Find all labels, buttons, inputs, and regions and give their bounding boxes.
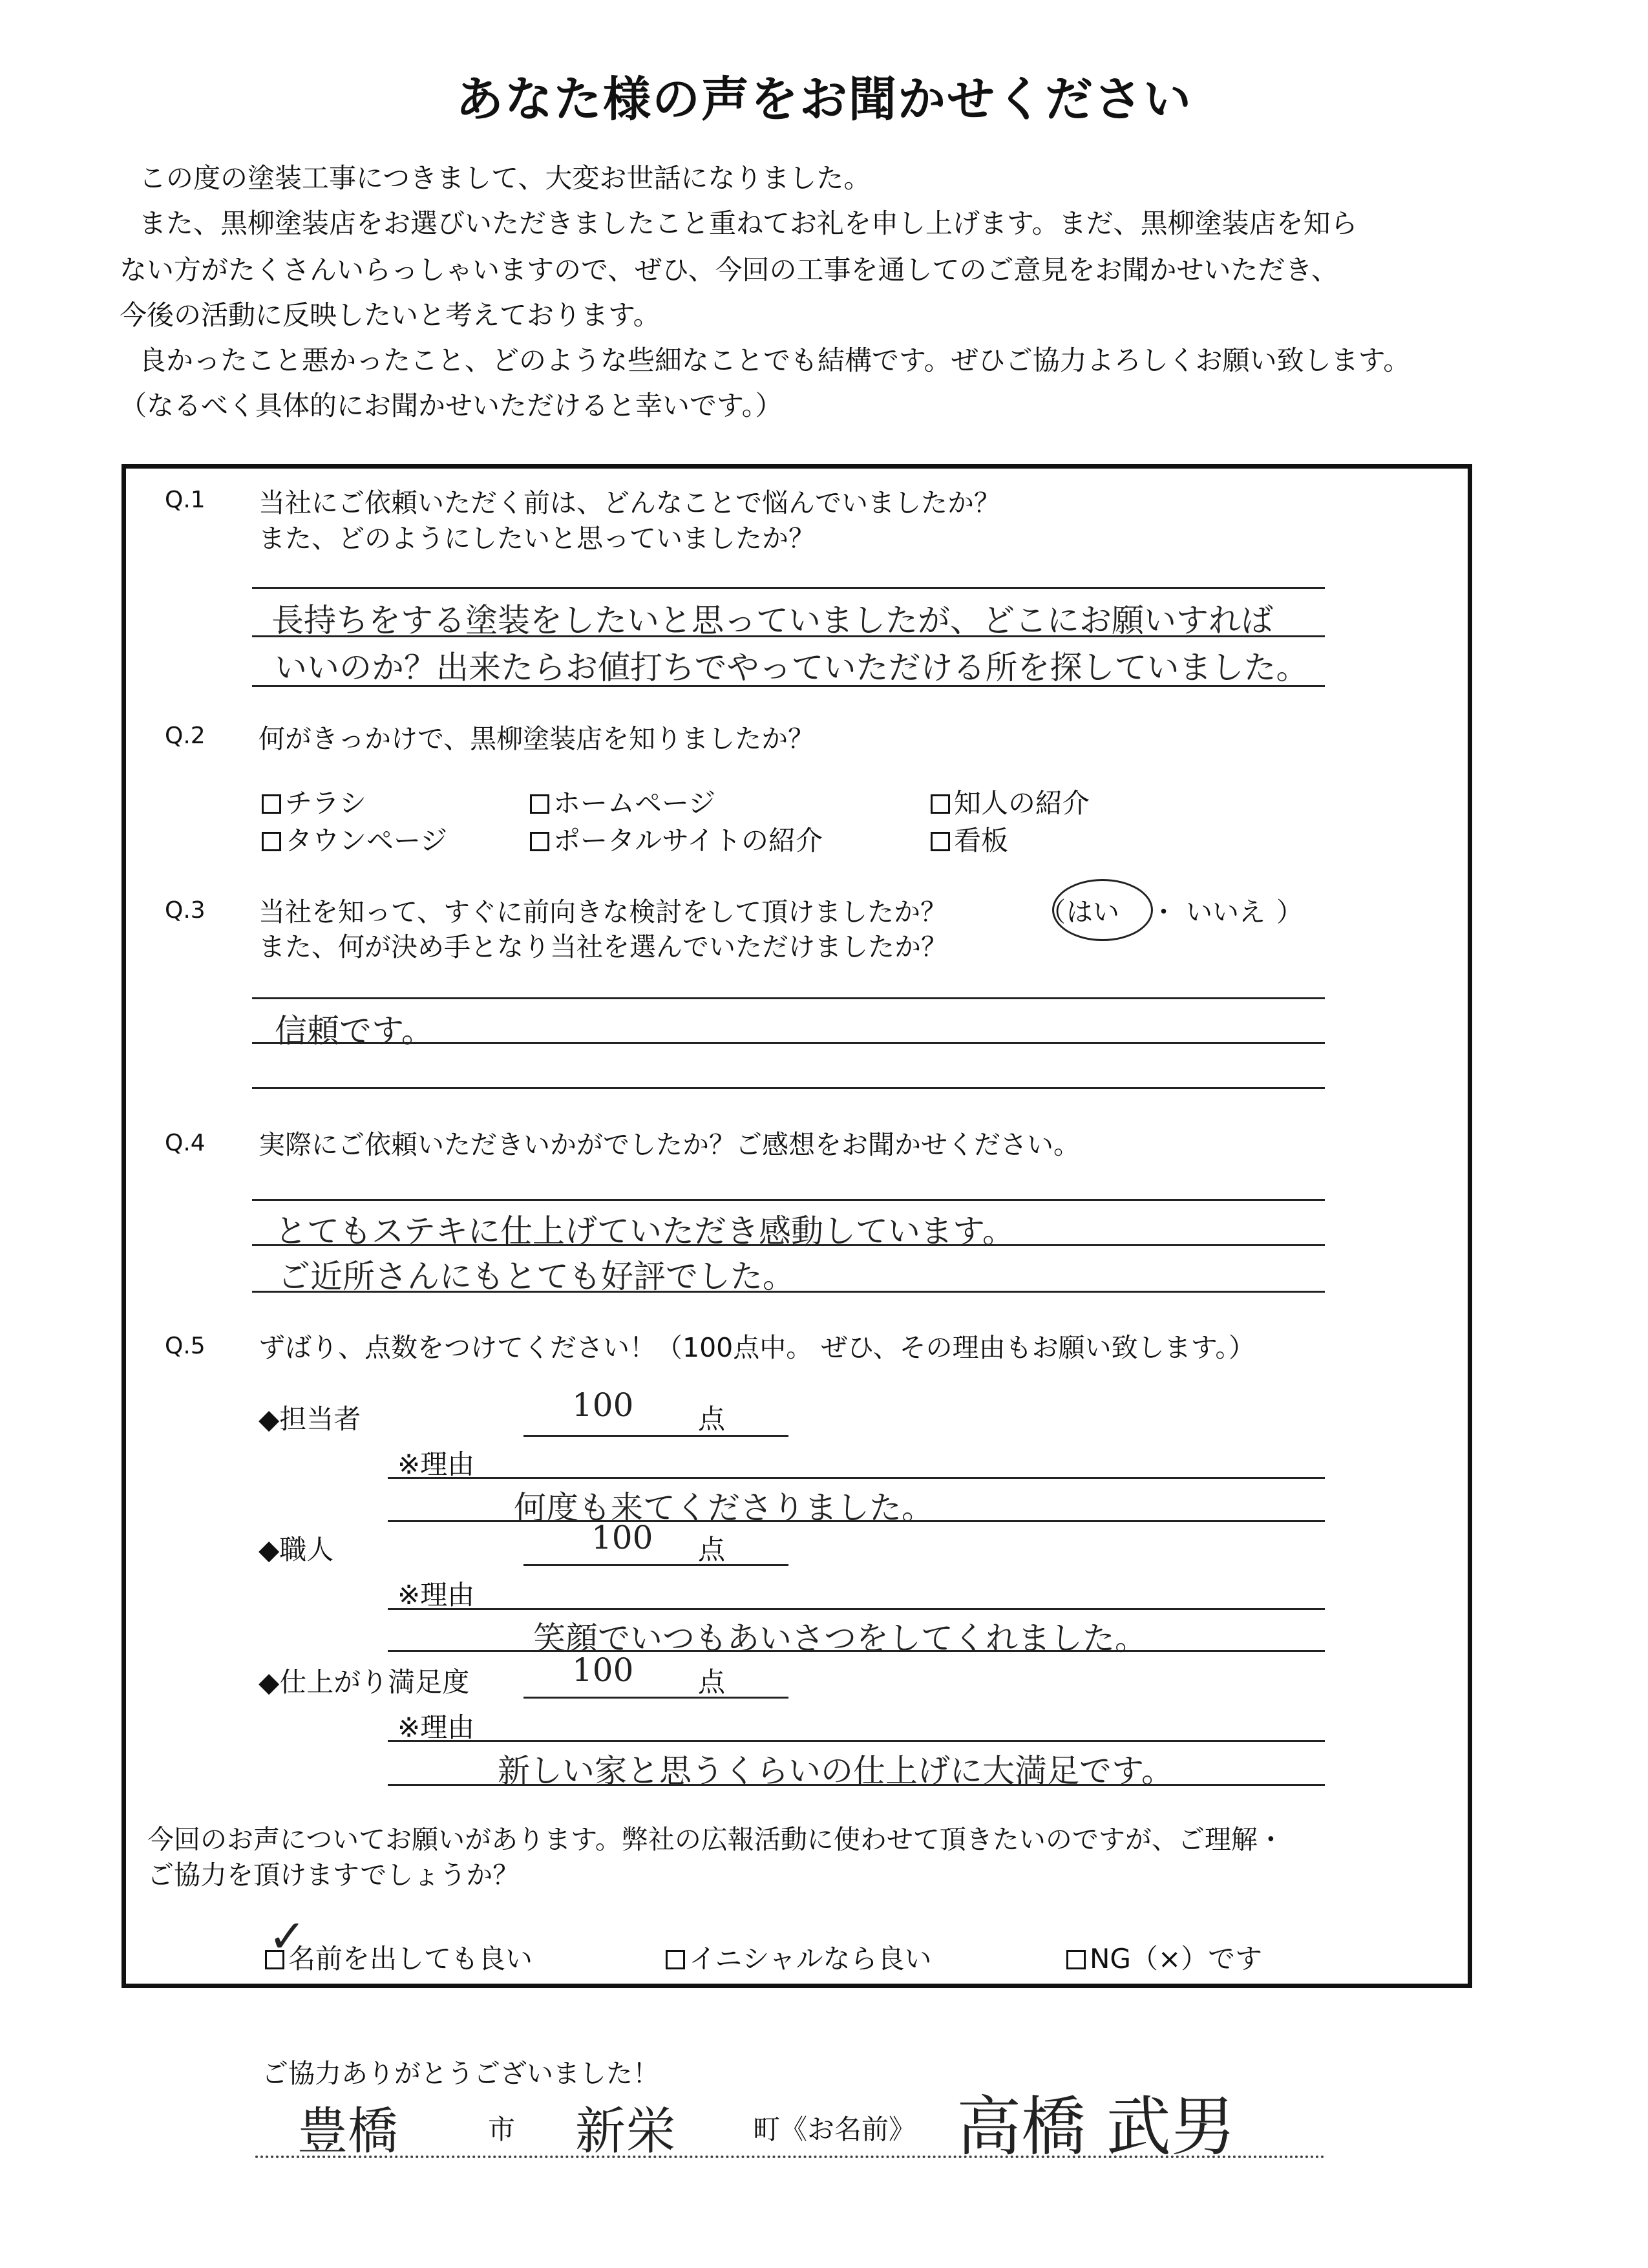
q3-question-2: また、何が決め手となり当社を選んでいただけましたか？ xyxy=(259,931,947,962)
checkbox[interactable] xyxy=(530,794,549,814)
consent-text-2: ご協力を頂けますでしょうか？ xyxy=(147,1860,520,1891)
q2-option-referral[interactable]: 知人の紹介 xyxy=(931,782,1090,821)
page-title: あなた様の声をお聞かせください xyxy=(456,72,1192,127)
q5-question: ずばり、点数をつけてください！（100点中。 ぜひ、その理由もお願い致します。） xyxy=(259,1332,1255,1363)
q5-item-staff-score-line xyxy=(523,1435,788,1437)
q3-question-1: 当社を知って、すぐに前向きな検討をして頂けましたか？ xyxy=(259,896,947,927)
q1-answer-text-1: 長持ちをする塗装をしたいと思っていましたが、どこにお願いすれば xyxy=(271,602,1273,639)
intro-line-1: この度の塗装工事につきまして、大変お世話になりました。 xyxy=(139,162,871,194)
q2-option-flyer[interactable]: チラシ xyxy=(262,782,366,821)
footer-town: 新栄 xyxy=(575,2103,677,2161)
q3-answer-text: 信頼です。 xyxy=(275,1012,434,1050)
q5-item-finish-unit: 点 xyxy=(698,1666,726,1698)
q1-answer-text-2: いいのか？出来たらお値打ちでやっていただける所を探していました。 xyxy=(275,649,1309,686)
q5-item-staff-reason-label: ※理由 xyxy=(397,1448,475,1480)
q4-answer-text-1: とてもステキに仕上げていただき感動しています。 xyxy=(275,1213,1015,1250)
footer-city-label: 市 xyxy=(488,2114,516,2145)
checkbox[interactable] xyxy=(1066,1950,1086,1969)
q2-number: Q.2 xyxy=(165,723,206,749)
q1-question-1: 当社にご依頼いただく前は、どんなことで悩んでいましたか？ xyxy=(259,487,1000,518)
q4-answer-line-1 xyxy=(252,1199,1325,1201)
q3-number: Q.3 xyxy=(165,897,206,924)
q3-yes[interactable]: はい xyxy=(1066,896,1119,927)
q5-item-craftsman-score: 100 xyxy=(591,1519,653,1556)
q2-option-homepage[interactable]: ホームページ xyxy=(530,782,715,821)
q3-paren-open: （ xyxy=(1039,896,1066,927)
q5-item-finish-score-line xyxy=(523,1697,788,1699)
q5-item-finish-reason-line-1 xyxy=(388,1740,1325,1742)
q2-option-portal[interactable]: ポータルサイトの紹介 xyxy=(530,820,823,858)
q5-item-craftsman-unit: 点 xyxy=(698,1534,726,1565)
q3-answer-line-3 xyxy=(252,1087,1325,1089)
q3-answer-line-1 xyxy=(252,997,1325,999)
q3-separator: ・ xyxy=(1150,896,1177,927)
checkbox[interactable] xyxy=(262,832,281,851)
q2-option-signboard[interactable]: 看板 xyxy=(931,820,1008,858)
q4-answer-text-2: ご近所さんにもとても好評でした。 xyxy=(278,1258,795,1295)
q5-item-craftsman-label: ◆職人 xyxy=(259,1534,334,1565)
q5-item-craftsman-reason: 笑顔でいつもあいさつをしてくれました。 xyxy=(533,1620,1147,1657)
checkbox[interactable] xyxy=(931,832,950,851)
footer-name: 高橋 武男 xyxy=(956,2089,1236,2165)
q5-item-finish-score: 100 xyxy=(572,1651,634,1689)
footer-thanks: ご協力ありがとうございました！ xyxy=(262,2058,659,2089)
q5-item-finish-reason: 新しい家と思うくらいの仕上げに大満足です。 xyxy=(498,1752,1174,1790)
q3-no[interactable]: いいえ xyxy=(1186,896,1265,927)
q5-item-craftsman-score-line xyxy=(523,1564,788,1566)
consent-option-name-ok[interactable]: 名前を出しても良い xyxy=(265,1938,533,1977)
checkbox[interactable] xyxy=(666,1950,685,1969)
footer-city: 豊橋 xyxy=(297,2103,399,2161)
q5-item-craftsman-reason-line-1 xyxy=(388,1608,1325,1610)
footer-town-label: 町《お名前》 xyxy=(753,2114,916,2145)
q5-item-craftsman-reason-label: ※理由 xyxy=(397,1579,475,1611)
consent-option-ng[interactable]: NG（×）です xyxy=(1066,1938,1262,1977)
footer-dotted-line xyxy=(255,2156,1325,2158)
q4-number: Q.4 xyxy=(165,1130,206,1156)
check-mark-icon: ✓ xyxy=(268,1910,306,1963)
q5-item-staff-reason-line-1 xyxy=(388,1477,1325,1479)
q3-paren-close: ） xyxy=(1276,896,1303,927)
consent-text-1: 今回のお声についてお願いがあります。弊社の広報活動に使わせて頂きたいのですが、ご理解・ xyxy=(147,1824,1284,1855)
q2-option-townpage[interactable]: タウンページ xyxy=(262,820,447,858)
consent-option-initial-ok[interactable]: イニシャルなら良い xyxy=(666,1938,931,1977)
q4-question: 実際にご依頼いただきいかがでしたか？ご感想をお聞かせください。 xyxy=(259,1129,1080,1160)
intro-line-3: ない方がたくさんいらっしゃいますので、ぜひ、今回の工事を通してのご意見をお聞かせいただき、 xyxy=(120,254,1338,286)
q5-number: Q.5 xyxy=(165,1333,206,1359)
q1-question-2: また、どのようにしたいと思っていましたか？ xyxy=(259,523,815,554)
q1-answer-line-1 xyxy=(252,587,1325,589)
q5-item-finish-label: ◆仕上がり満足度 xyxy=(259,1666,470,1698)
intro-line-5: 良かったこと悪かったこと、どのような些細なことでも結構です。ぜひご協力よろしくお願い致します。 xyxy=(139,344,1411,376)
checkbox[interactable] xyxy=(931,794,950,814)
intro-line-6: （なるべく具体的にお聞かせいただけると幸いです。） xyxy=(120,390,783,421)
q5-item-staff-score: 100 xyxy=(572,1386,634,1424)
checkbox[interactable] xyxy=(530,832,549,851)
q5-item-staff-label: ◆担当者 xyxy=(259,1403,361,1435)
q2-question: 何がきっかけで、黒柳塗装店を知りましたか？ xyxy=(259,723,815,754)
intro-line-2: また、黒柳塗装店をお選びいただきましたこと重ねてお礼を申し上げます。まだ、黒柳塗装店を知ら xyxy=(139,207,1358,239)
q5-item-staff-unit: 点 xyxy=(698,1403,726,1435)
q5-item-finish-reason-label: ※理由 xyxy=(397,1712,475,1743)
intro-line-4: 今後の活動に反映したいと考えております。 xyxy=(120,299,660,331)
q1-number: Q.1 xyxy=(165,487,206,513)
q5-item-staff-reason: 何度も来てくださりました。 xyxy=(514,1489,934,1527)
checkbox[interactable] xyxy=(262,794,281,814)
